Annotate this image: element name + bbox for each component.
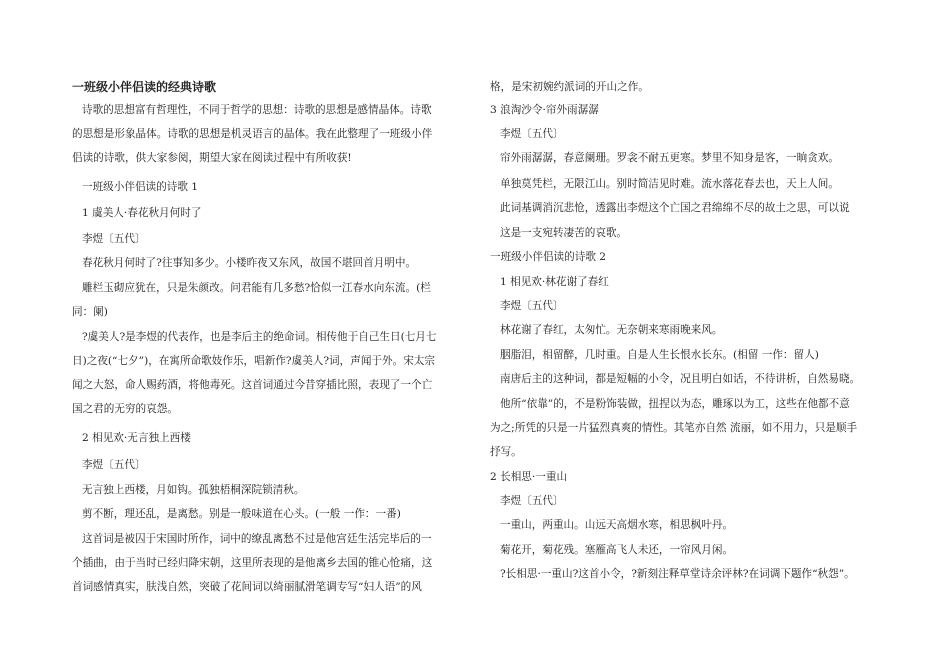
left-line: 一班级小伴侣读的诗歌 1	[82, 181, 199, 193]
left-line: 个插曲，由于当时已经归降宋朝，这里所表现的是他离乡去国的锥心怆痛，这	[72, 557, 433, 569]
right-line: 此词基调消沉悲怆，透露出李煜这个亡国之君绵绵不尽的故土之思，可以说	[500, 202, 850, 214]
left-line: 1 虞美人·春花秋月何时了	[82, 207, 202, 219]
left-line: 国之君的无穷的哀怨。	[72, 403, 178, 415]
left-line: 的思想是形象晶体。诗歌的思想是机灵语言的晶体。我在此整理了一班级小伴	[72, 128, 433, 140]
right-line: 一重山，两重山。山远天高烟水寒，相思枫叶丹。	[500, 519, 734, 531]
left-line: 李煜〔五代〕	[82, 459, 146, 471]
right-line: 3 浪淘沙令·帘外雨潺潺	[490, 104, 599, 116]
left-line: 2 相见欢·无言独上西楼	[82, 432, 191, 444]
left-line: 首词感情真实，肤浅自然，突破了花间词以绮丽腻滑笔调专写“妇人语”的风	[72, 581, 422, 593]
left-line: 诗歌的思想富有哲理性，不同于哲学的思想：诗歌的思想是感情晶体。诗歌	[82, 104, 432, 116]
right-line: 李煜〔五代〕	[500, 495, 564, 507]
left-line: 无言独上西楼，月如钩。孤独梧桐深院锁清秋。	[82, 484, 305, 496]
right-line: ?长相思·一重山?这首小令，?新刻注释草堂诗余评林?在词调下题作“秋怨”。	[500, 568, 855, 580]
left-line: ?虞美人?是李煜的代表作，也是李后主的绝命词。相传他于自己生日(七月七	[82, 331, 437, 343]
right-line: 他所“依靠”的，不是粉饰装做，扭捏以为态，雕琢以为工，这些在他都不意	[500, 398, 850, 410]
right-line: 1 相见欢·林花谢了春红	[500, 276, 609, 288]
right-line: 南唐后主的这种词，都是短幅的小令，况且明白如话，不待讲析，自然易晓。	[500, 373, 861, 385]
left-line: 同：阑)	[72, 306, 108, 318]
right-line: 李煜〔五代〕	[500, 128, 564, 140]
right-line: 菊花开，菊花残。塞雁高飞人未还，一帘风月闲。	[500, 544, 734, 556]
left-line: 闻之大怒，命人赐药酒，将他毒死。这首词通过今昔穿插比照，表现了一个亡	[72, 379, 433, 391]
left-line: 侣读的诗歌，供大家参阅，期望大家在阅读过程中有所收获!	[72, 152, 352, 164]
document-title: 一班级小伴侣读的经典诗歌	[72, 80, 217, 94]
right-line: 帘外雨潺潺，春意阑珊。罗衾不耐五更寒。梦里不知身是客，一晌贪欢。	[500, 152, 839, 164]
right-line: 李煜〔五代〕	[500, 300, 564, 312]
left-line: 春花秋月何时了?往事知多少。小楼昨夜又东风，故国不堪回首月明中。	[82, 257, 417, 269]
left-line: 这首词是被囚于宋国时所作，词中的缭乱离愁不过是他宫廷生活完毕后的一	[82, 533, 432, 545]
left-line: 雕栏玉砌应犹在，只是朱颜改。问君能有几多愁?恰似一江春水向东流。(栏	[82, 282, 431, 294]
left-line: 李煜〔五代〕	[82, 233, 146, 245]
right-line: 这是一支宛转凄苦的哀歌。	[500, 227, 628, 239]
right-line: 为之;所凭的只是一片猛烈真爽的情性。其笔亦自然 流丽，如不用力，只是顺手	[490, 422, 858, 434]
right-line: 格，是宋初婉约派词的开山之作。	[490, 81, 649, 93]
left-line: 日)之夜(“七夕”)，在寓所命歌妓作乐，唱新作?虞美人?词，声闻于外。宋太宗	[72, 355, 435, 367]
right-line: 林花谢了春红，太匆忙。无奈朝来寒雨晚来风。	[500, 324, 723, 336]
right-line: 2 长相思·一重山	[490, 471, 568, 483]
right-line: 一班级小伴侣读的诗歌 2	[490, 251, 607, 263]
right-line: 胭脂泪，相留醉，几时重。自是人生长恨水长东。(相留 一作：留人)	[500, 349, 819, 361]
left-line: 剪不断，理还乱，是离愁。别是一般味道在心头。(一般 一作：一番)	[82, 508, 401, 520]
right-line: 抒写。	[490, 446, 522, 458]
right-line: 单独莫凭栏，无限江山。别时简洁见时难。流水落花春去也，天上人间。	[500, 178, 839, 190]
